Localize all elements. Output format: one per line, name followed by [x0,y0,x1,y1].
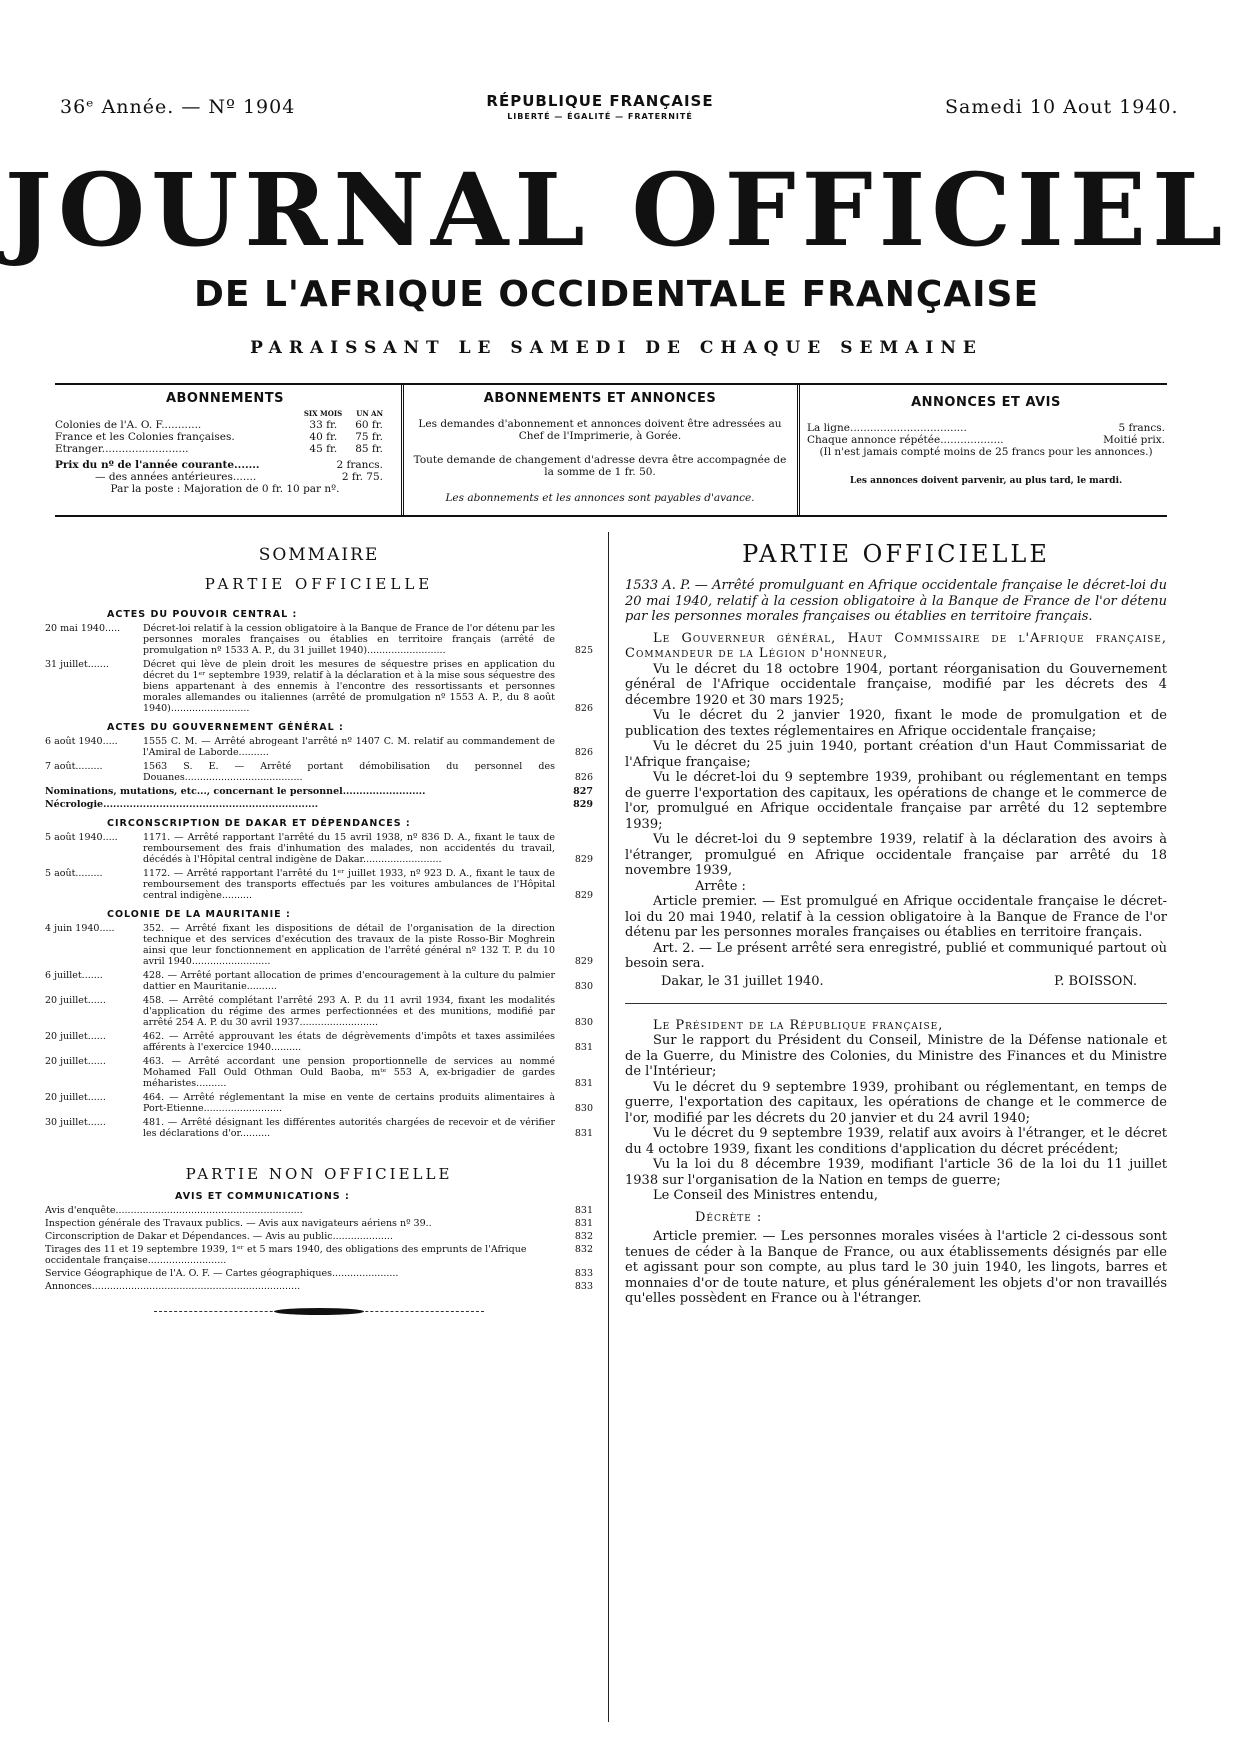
vu-paragraph: Vu le décret-loi du 9 septembre 1939, prohibant ou réglementant en temps de guerre l'exportation des capitaux, les opérations de change et le commerce de l'or, promulgué en Afrique occidentale française par arrêté du 12 septembre 1939; [625,770,1167,832]
entry-page: 831 [574,1218,593,1229]
entry-page: 829 [573,799,593,810]
entry-text: 1555 C. M. — Arrêté abrogeant l'arrêté nº 1407 C. M. relatif au commandement de l'Amiral de Laborde.......... [143,736,555,758]
article-2: Art. 2. — Le présent arrêté sera enregistré, publié et communiqué partout où besoin sera. [625,940,1167,971]
annonces-avis-title: ANNONCES ET AVIS [911,395,1061,410]
sommaire-title: SOMMAIRE [258,545,380,565]
article-premier-decret: Article premier. — Les personnes morales visées à l'article 2 ci-dessous sont tenues de céder à la Banque de France, ou aux établissements désignés par elle et agissant pour son compte, au plus tard le 30 juin 1940, les lingots, barres et monnaies d'or de toute nature, et plus généralement les objets d'or non travaillés qu'elles possèdent en France ou à l'étranger. [625,1229,1167,1306]
sommaire-entry [45,659,593,714]
entry-page: 829 [574,890,593,901]
ab-annonces-line1: Les demandes d'abonnement et annonces doivent être adressées au Chef de l'Imprimerie, à Gorée. [418,418,782,442]
sommaire-entry [45,736,593,758]
entry-date: 20 juillet...... [45,1031,106,1042]
entry-date: 4 juin 1940..... [45,923,115,934]
partie-officielle-column [625,540,1167,1307]
section-rule [625,1003,1167,1004]
ornament-divider [154,1308,484,1316]
sommaire-entry [45,1056,593,1089]
section-heading: ACTES DU POUVOIR CENTRAL : [107,609,298,620]
abonnements-box [55,391,395,495]
abonnements-title: ABONNEMENTS [165,391,285,406]
entry-page: 829 [574,854,593,865]
article-premier: Article premier. — Est promulgué en Afrique occidentale française le décret-loi du 20 mai 1940, relatif à la cession obligatoire à la Banque de France de l'or détenu par les personnes morales françaises ou établies en territoire français. [625,894,1167,940]
avis-entry [45,1244,593,1266]
entry-text: 458. — Arrêté complétant l'arrêté 293 A. P. du 11 avril 1934, fixant les modalités d'application du régime des armes perfectionnées et des munitions, modifié par arrêté 254 A. P. du 30 avril 1937.......................... [143,995,555,1028]
section-heading: ACTES DU GOUVERNEMENT GÉNÉRAL : [107,722,344,733]
entry-text: Avis d'enquête.............................................................. [45,1205,303,1216]
entry-text: 481. — Arrêté désignant les différentes autorités chargées de recevoir et de vérifier les déclarations d'or.......... [143,1117,555,1139]
signature [625,974,1167,989]
vu-paragraph: Vu le décret du 18 octobre 1904, portant réorganisation du Gouvernement général de l'Afrique occidentale française, modifié par les décrets des 4 décembre 1920 et 30 mars 1925; [625,661,1167,708]
sommaire-column [45,545,593,1316]
entry-text: Décret-loi relatif à la cession obligatoire à la Banque de France de l'or détenu par les personnes morales françaises ou établies en territoire français (arrêté de promulgation nº 1533 A. P., du 31 juillet 1940).......................... [143,623,555,656]
entry-date: 31 juillet....... [45,659,109,670]
abonnement-prices [309,419,395,431]
entry-page: 825 [574,645,593,656]
abonnement-row [55,443,395,455]
delai-note: Les annonces doivent parvenir, au plus tard, le mardi. [849,476,1123,486]
ab-annonces-line3: Les abonnements et les annonces sont payables d'avance. [445,492,755,504]
entry-text: 464. — Arrêté réglementant la mise en vente de certains produits alimentaires à Port-Etienne.......................... [143,1092,555,1114]
entry-page: 831 [574,1128,593,1139]
ligne-value: 5 francs. [1118,422,1165,434]
avis-entry [45,1218,593,1229]
republic-motto: LIBERTÉ — ÉGALITÉ — FRATERNITÉ [507,112,693,121]
sommaire-entry [45,761,593,783]
vu-paragraph: Vu le décret-loi du 9 septembre 1939, relatif à la déclaration des avoirs à l'étranger, promulgué en Afrique occidentale française par arrêté du 18 novembre 1939, [625,832,1167,878]
entry-text: 462. — Arrêté approuvant les états de dégrèvements d'impôts et taxes assimilées afférents à l'exercice 1940.......... [143,1031,555,1053]
ab-annonces-line2: Toute demande de changement d'adresse devra être accompagnée de la somme de 1 fr. 50. [413,454,787,478]
entry-date: 20 juillet...... [45,1092,106,1103]
prix-row [55,459,395,471]
ligne-label: La ligne................................... [807,422,967,434]
abonnement-label: France et les Colonies françaises. [55,431,235,443]
sommaire-entry [45,1092,593,1114]
entry-text: Nécrologie................................................................. [45,799,319,810]
vu-paragraph: Le Conseil des Ministres entendu, [653,1188,879,1203]
entry-date: 6 juillet....... [45,970,103,981]
abonnements-rows [55,419,395,455]
avis-entry [45,1205,593,1216]
avis-heading: AVIS ET COMMUNICATIONS : [175,1191,350,1202]
box-divider [401,385,404,515]
section-heading: COLONIE DE LA MAURITANIE : [107,909,291,920]
vu-paragraph: Vu le décret du 9 septembre 1939, relatif aux avoirs à l'étranger, et le décret du 4 octobre 1939, fixant les conditions d'application du décret précédent; [625,1126,1167,1157]
partie-officielle-title: PARTIE OFFICIELLE [742,540,1050,568]
entry-text: Inspection générale des Travaux publics. — Avis aux navigateurs aériens nº 39.. [45,1218,432,1229]
entry-date: 5 août 1940..... [45,832,118,843]
prix-value: 2 francs. [336,459,383,471]
col-un-an: UN AN [356,409,383,418]
price-six-mois: 33 fr. [309,419,338,431]
vu-paragraph: Vu le décret du 2 janvier 1920, fixant le mode de promulgation et de publication des textes réglementaires en Afrique occidentale française; [625,708,1167,739]
price-un-an: 85 fr. [355,443,383,455]
entry-page: 831 [574,1205,593,1216]
sommaire-simple-entry [45,786,593,797]
prix-ant-value: 2 fr. 75. [341,471,383,483]
price-un-an: 75 fr. [355,431,383,443]
entry-text: 463. — Arrêté accordant une pension proportionnelle de services au nommé Mohamed Fall Ould Othman Ould Baoba, mᵗᵉ 553 A, ex-brigadier de gardes méharistes.......... [143,1056,555,1089]
vu-list [625,662,1167,879]
avis-list [45,1205,593,1292]
sommaire-entry [45,970,593,992]
entry-page: 833 [574,1268,593,1279]
abonnements-annonces-box [410,391,790,504]
entry-page: 826 [574,703,593,714]
abonnement-label: Etranger.......................... [55,443,189,455]
sur-rapport: Sur le rapport du Président du Conseil, Ministre de la Défense nationale et de la Guerre, du Ministre des Colonies, du Ministre des Finances et du Ministre de l'Intérieur; [625,1033,1167,1079]
entry-page: 832 [574,1231,593,1242]
entry-page: 829 [574,956,593,967]
vu-paragraph: Vu le décret du 25 juin 1940, portant création d'un Haut Commissariat de l'Afrique française; [625,739,1167,770]
price-six-mois: 45 fr. [309,443,338,455]
entry-text: 352. — Arrêté fixant les dispositions de détail de l'organisation de la direction technique et des services d'exécution des travaux de la piste Rosso-Bir Moghrein ainsi que leur fonctionnement en application de l'arrêté général nº 132 T. P. du 10 avril 1940.......................... [143,923,555,967]
entry-page: 830 [574,981,593,992]
entry-page: 827 [573,786,593,797]
entry-text: 428. — Arrêté portant allocation de primes d'encouragement à la culture du palmier dattier en Mauritanie.......... [143,970,555,992]
republic-heading [410,92,790,121]
entry-date: 30 juillet...... [45,1117,106,1128]
minimum-note: (Il n'est jamais compté moins de 25 francs pour les annonces.) [819,446,1153,458]
entry-date: 20 juillet...... [45,1056,106,1067]
gouverneur-line: Le Gouverneur général, Haut Commissaire de l'Afrique française, Commandeur de la Légion d'honneur, [625,630,1167,661]
entry-text: Décret qui lève de plein droit les mesures de séquestre prises en application du décret du 1ᵉʳ septembre 1939, relatif à la déclaration et à la mise sous séquestre des biens appartenant à des ennemis à l'encontre des ressortissants et personnes morales allemandes ou italiennes (arrêté de promulgation nº 1553 A. P., du 8 août 1940).......................... [143,659,555,714]
arrete-heading: 1533 A. P. — Arrêté promulguant en Afrique occidentale française le décret-loi du 20 mai 1940, relatif à la cession obligatoire à la Banque de France de l'or détenu par les personnes morales françaises ou établies en territoire français. [625,578,1167,624]
abonnement-label: Colonies de l'A. O. F............ [55,419,202,431]
entry-text: Circonscription de Dakar et Dépendances. — Avis au public.................... [45,1231,393,1242]
signature-place: Dakar, le 31 juillet 1940. [661,973,824,989]
signature-name: P. BOISSON. [1054,973,1137,989]
sommaire-sections [45,609,593,1139]
avis-entry [45,1281,593,1292]
section-heading: CIRCONSCRIPTION DE DAKAR ET DÉPENDANCES : [107,818,411,829]
ab-annonces-title: ABONNEMENTS ET ANNONCES [483,391,717,406]
vu-paragraph: Vu la loi du 8 décembre 1939, modifiant l'article 36 de la loi du 11 juillet 1938 sur l'organisation de la Nation en temps de guerre; [625,1157,1167,1188]
entry-date: 5 août......... [45,868,103,879]
price-un-an: 60 fr. [355,419,383,431]
abonnement-prices [309,443,395,455]
issue-date: Samedi 10 Aout 1940. [945,96,1179,118]
masthead-frequency: PARAISSANT LE SAMEDI DE CHAQUE SEMAINE [250,338,983,358]
president-line: Le Président de la République française, [653,1017,944,1033]
entry-text: 1171. — Arrêté rapportant l'arrêté du 15 avril 1938, nº 836 D. A., fixant le taux de remboursement des frais d'inhumation des malades, non accidentés du travail, décédés à l'Hôpital central indigène de Dakar.......................... [143,832,555,865]
box-divider [797,385,800,515]
price-six-mois: 40 fr. [309,431,338,443]
sommaire-entry [45,1031,593,1053]
masthead-subtitle: DE L'AFRIQUE OCCIDENTALE FRANÇAISE [193,274,1040,315]
entry-page: 826 [574,747,593,758]
entry-date: 6 août 1940..... [45,736,118,747]
sommaire-entry [45,995,593,1028]
entry-text: Annonces..................................................................... [45,1281,301,1292]
sommaire-entry [45,1117,593,1139]
republic-title: RÉPUBLIQUE FRANÇAISE [486,92,714,110]
entry-page: 831 [574,1078,593,1089]
entry-date: 7 août......... [45,761,103,772]
entry-text: Nominations, mutations, etc..., concernant le personnel......................... [45,786,426,797]
entry-text: 1172. — Arrêté rapportant l'arrêté du 1ᵉʳ juillet 1933, nº 923 D. A., fixant le taux de remboursement des transports effectués par les voitures ambulances de l'Hôpital central indigène.......... [143,868,555,901]
vu-paragraph: Vu le décret du 9 septembre 1939, prohibant ou réglementant, en temps de guerre, l'exportation des capitaux, les opérations de change et le commerce de l'or, modifié par les décrets du 20 janvier et du 24 avril 1940; [625,1079,1167,1126]
abonnement-prices [309,431,395,443]
abonnement-row [55,419,395,431]
entry-page: 830 [574,1017,593,1028]
masthead-title: JOURNAL OFFICIEL [4,151,1229,269]
sommaire-entry [45,623,593,656]
arrete-label: Arrête : [695,878,746,894]
avis-entry [45,1231,593,1242]
entry-date: 20 juillet...... [45,995,106,1006]
subscription-boxes [55,383,1167,517]
decrete-label: Décrète : [695,1209,763,1225]
repetee-value: Moitié prix. [1103,434,1165,446]
prix-label: Prix du nº de l'année courante....... [55,459,260,471]
avis-entry [45,1268,593,1279]
entry-page: 833 [574,1281,593,1292]
sommaire-entry [45,923,593,967]
vu2-list [625,1080,1167,1204]
repetee-label: Chaque annonce répétée................... [807,434,1004,446]
sommaire-simple-entry [45,799,593,810]
entry-page: 826 [574,772,593,783]
entry-page: 830 [574,1103,593,1114]
col-six-mois: SIX MOIS [303,409,343,418]
entry-text: 1563 S. E. — Arrêté portant démobilisation du personnel des Douanes....................................... [143,761,555,783]
entry-date: 20 mai 1940..... [45,623,121,634]
abonnement-row [55,431,395,443]
sommaire-entry [45,868,593,901]
sommaire-entry [45,832,593,865]
sommaire-partie-non-officielle: PARTIE NON OFFICIELLE [185,1165,453,1183]
entry-page: 832 [574,1244,593,1255]
entry-text: Tirages des 11 et 19 septembre 1939, 1ᵉʳ et 5 mars 1940, des obligations des emprunts de l'Afrique occidentale française.......................... [45,1244,527,1266]
entry-text: Service Géographique de l'A. O. F. — Cartes géographiques...................... [45,1268,399,1279]
entry-page: 831 [574,1042,593,1053]
annonces-avis-box [807,395,1165,487]
prix-ant-label: — des années antérieures....... [95,471,257,483]
prix-ant-row [55,471,395,483]
poste-note: Par la poste : Majoration de 0 fr. 10 par nº. [110,483,340,495]
issue-number: 36ᵉ Année. — Nº 1904 [60,96,296,118]
sommaire-partie-officielle: PARTIE OFFICIELLE [204,575,434,593]
column-separator [608,532,609,1722]
